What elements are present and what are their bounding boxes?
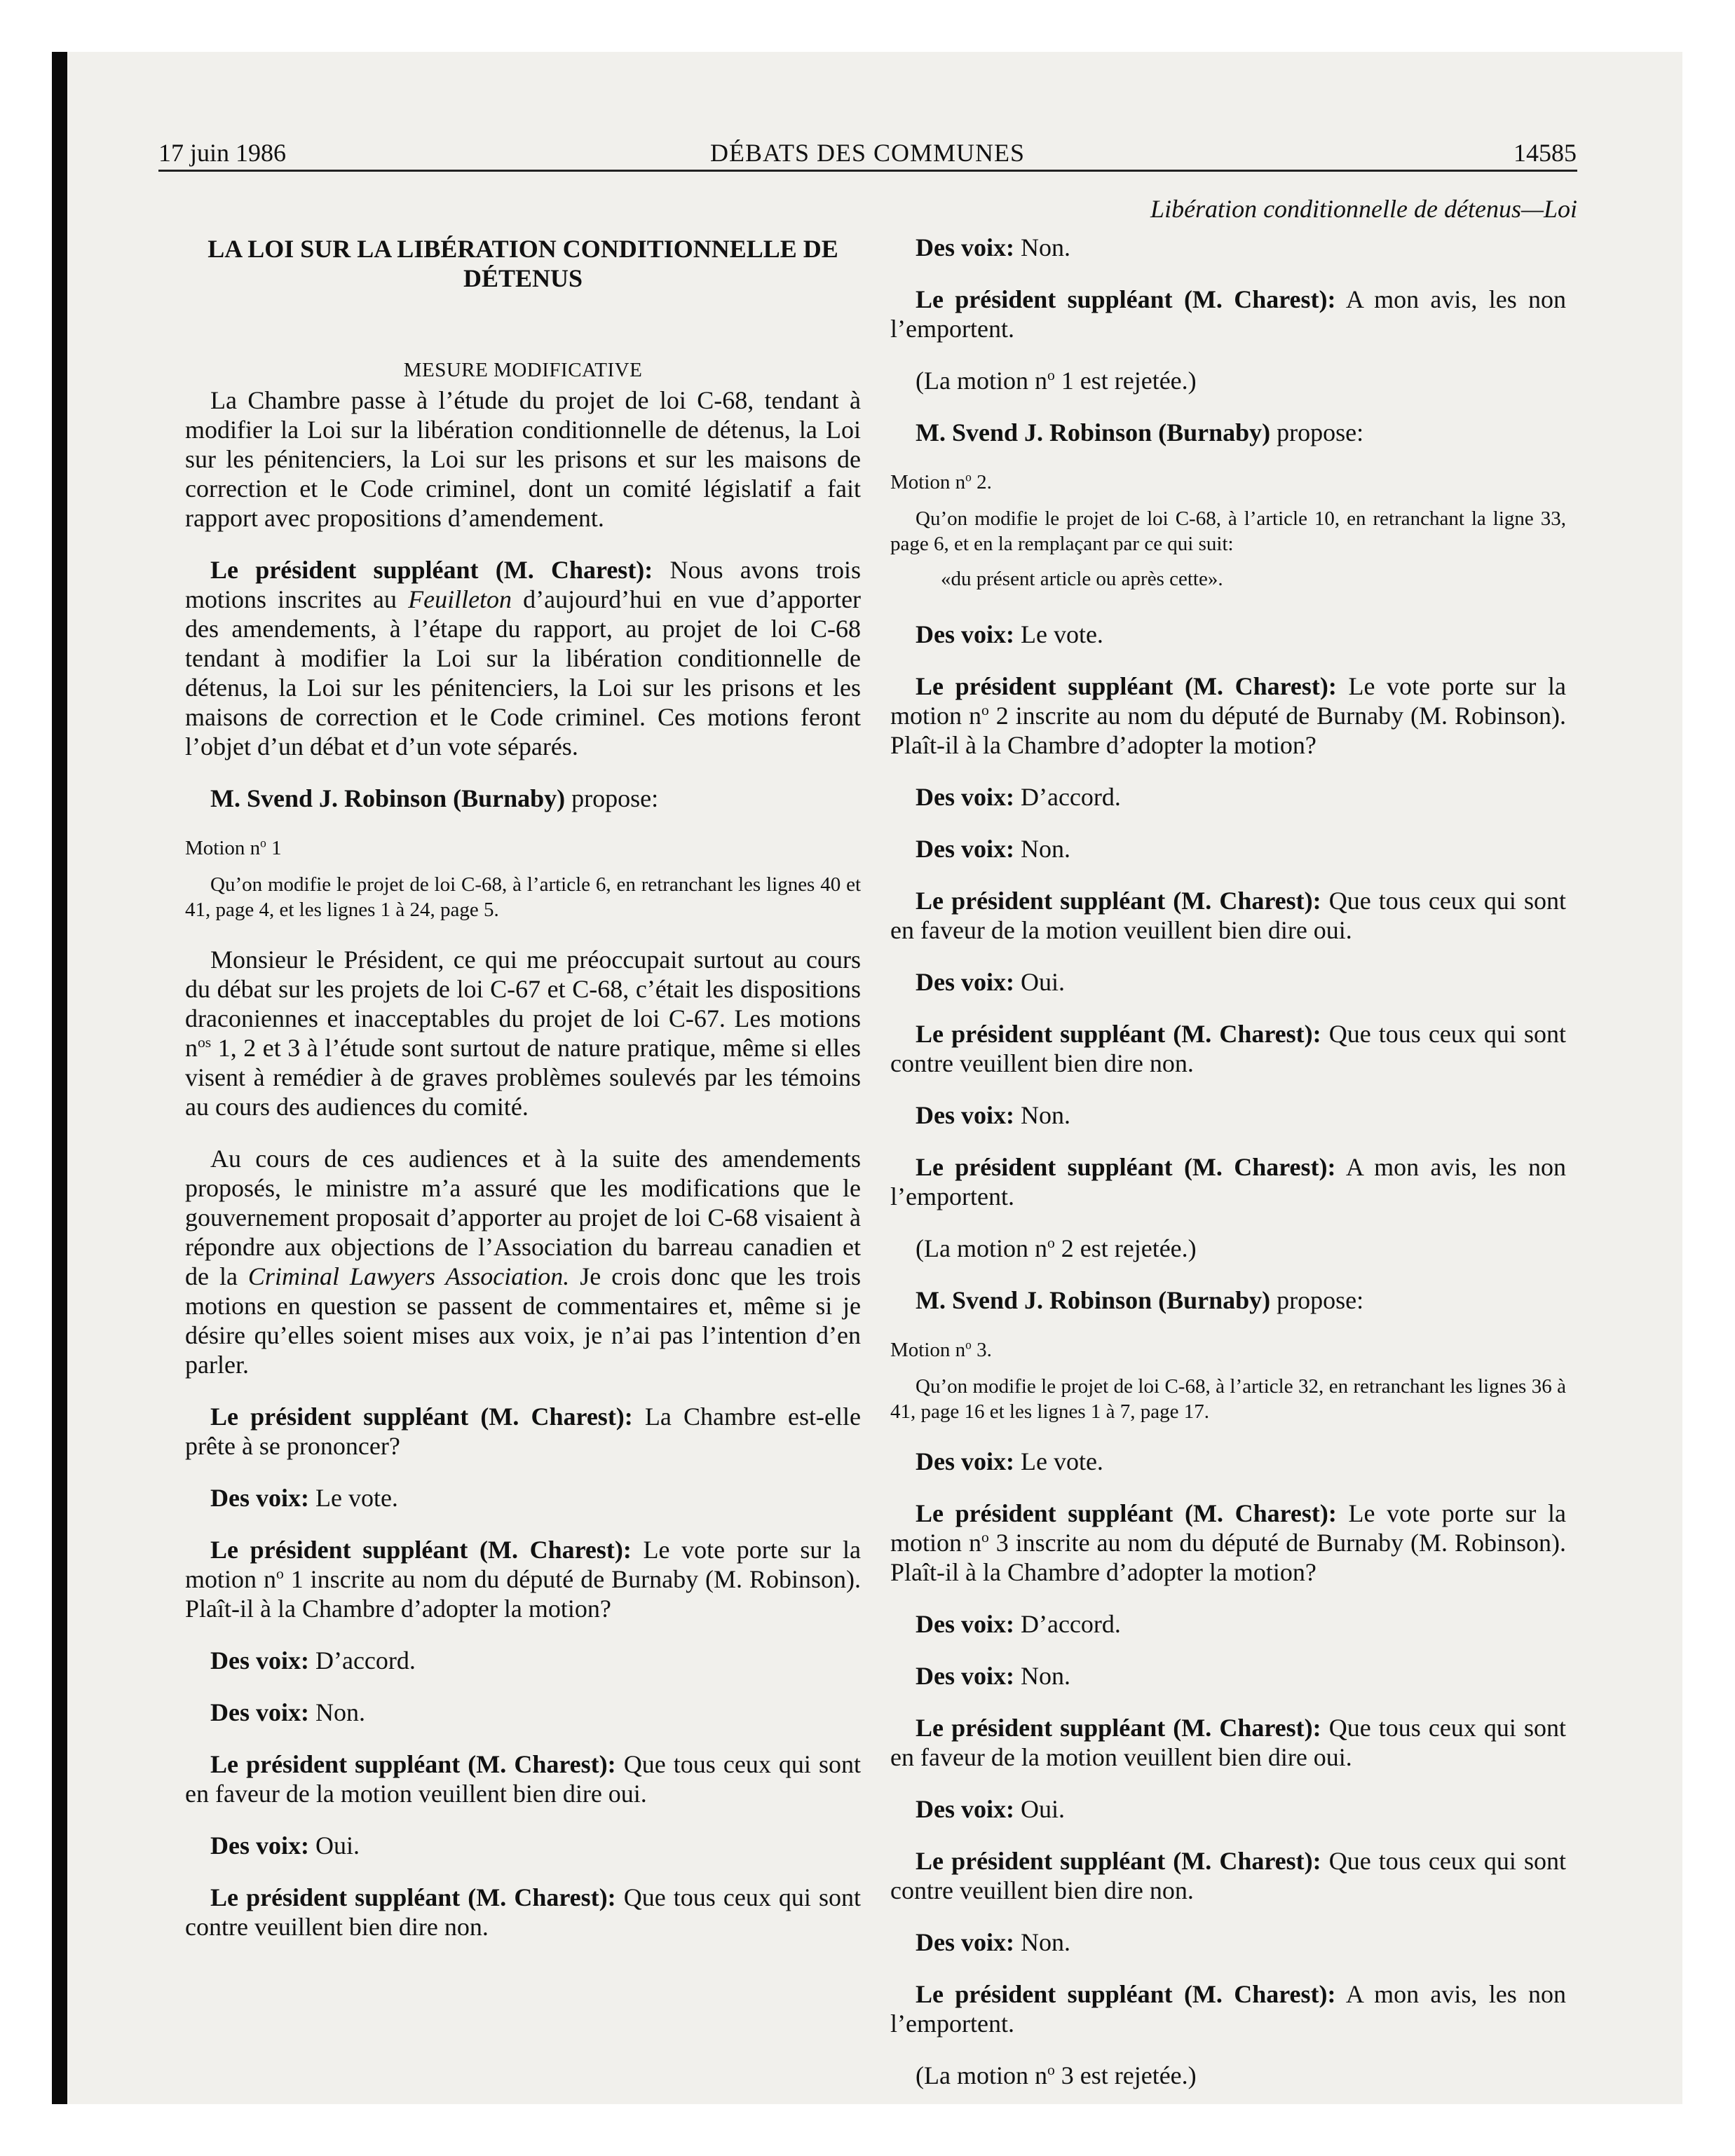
speaker-paragraph: Le président suppléant (M. Charest): Que tous ceux qui sont contre veuillent bien dire non. (185, 1883, 861, 1941)
header-page-number: 14585 (1513, 139, 1577, 167)
voices-line: Des voix: Non. (210, 1698, 365, 1726)
voices-line: Des voix: D’accord. (210, 1646, 416, 1674)
motion-result: (La motion $n^o$ 1 est rejetée.) (916, 367, 1197, 395)
header-date: 17 juin 1986 (158, 139, 287, 167)
speaker-paragraph (185, 555, 861, 761)
speech-text: d’aujourd’hui en vue d’apporter des amendements, à l’étape du rapport, au projet de loi C-68 tendant à modifier la Loi sur la libération conditionnelle de détenus, la Loi sur les pénitenciers, la Loi sur les prisons et les maisons de correction et le Code criminel. Ces motions feront l’objet d’un débat et d’un vote séparés. (185, 585, 862, 760)
voices-line: Des voix: Non. (916, 1928, 1070, 1956)
speaker-paragraph: Le président suppléant (M. Charest): Le vote porte sur la motion $n^o$ 1 inscrite au nom du député de Burnaby (M. Robinson). Plaît-il à la Chambre d’adopter la motion? (185, 1536, 861, 1623)
motion-result: (La motion $n^o$ 2 est rejetée.) (916, 1234, 1197, 1262)
speaker-paragraph: Le président suppléant (M. Charest): Que tous ceux qui sont en faveur de la motion veuillent bien dire oui. (890, 1714, 1566, 1771)
header-rule (158, 170, 1577, 172)
mover-line: M. Svend J. Robinson (Burnaby) propose: (916, 418, 1364, 446)
right-column (890, 233, 1566, 2090)
speaker-paragraph: Le président suppléant (M. Charest): A mon avis, les non l’emportent. (890, 1153, 1567, 1210)
voices-line: Des voix: Oui. (210, 1831, 360, 1860)
motion-text: Qu’on modifie le projet de loi C-68, à l’article 10, en retranchant la ligne 33, page 6, et en la remplaçant par ce qui suit: (890, 507, 1566, 555)
propose-text: propose: (571, 784, 659, 812)
voices-line: Des voix: D’accord. (916, 783, 1121, 811)
voices-line: Des voix: Non. (916, 1101, 1070, 1129)
motion-label: Motion $n^o$ 3. (890, 1337, 992, 1361)
mover-line: M. Svend J. Robinson (Burnaby) propose: (916, 1286, 1364, 1314)
speaker-paragraph: Le président suppléant (M. Charest): Que tous ceux qui sont en faveur de la motion veuillent bien dire oui. (185, 1750, 861, 1808)
mover-line (210, 784, 861, 813)
motion-label: Motion $n^o$ 2. (890, 470, 992, 493)
voices-line: Des voix: Non. (916, 1662, 1070, 1690)
voices-line: Des voix: Le vote. (916, 620, 1103, 648)
speaker-paragraph: Le président suppléant (M. Charest): La Chambre est-elle prête à se prononcer? (185, 1403, 862, 1460)
feuilleton-italic: Feuilleton (408, 585, 512, 613)
motion-result: (La motion $n^o$ 3 est rejetée.) (916, 2061, 1197, 2089)
voices-line: Des voix: Oui. (916, 1795, 1065, 1823)
section-title: LA LOI SUR LA LIBÉRATION CONDITIONNELLE DE DÉTENUS (207, 235, 838, 292)
voices-line: Des voix: Non. (916, 835, 1070, 863)
speaker-paragraph: Le président suppléant (M. Charest): Que tous ceux qui sont contre veuillent bien dire non. (890, 1847, 1566, 1904)
member-name: M. Svend J. Robinson (Burnaby) (210, 784, 566, 812)
voices-line: Des voix: Oui. (916, 968, 1065, 996)
header-title: DÉBATS DES COMMUNES (709, 139, 1026, 167)
speech-text: Nous avons trois motions inscrites au (185, 556, 862, 613)
left-column (185, 228, 861, 1942)
speaker-paragraph: Le président suppléant (M. Charest): Que tous ceux qui sont contre veuillent bien dire non. (890, 1020, 1566, 1077)
speaker-paragraph: Le président suppléant (M. Charest): Le vote porte sur la motion $n^o$ 3 inscrite au nom du député de Burnaby (M. Robinson). Plaît-il à la Chambre d’adopter la motion? (890, 1499, 1566, 1586)
speaker-paragraph: Le président suppléant (M. Charest): A mon avis, les non l’emportent. (890, 1980, 1567, 2038)
speech-paragraph: Monsieur le Président, ce qui me préoccupait surtout au cours du débat sur les projets de loi C-67 et C-68, c’était les dispositions draconiennes et inacceptables du projet de loi C-67. Les motions $n^{os}$ 1, 2 et 3 à l’étude sont surtout de nature pratique, même si elles visent à remédier à de graves problèmes soulevés par les témoins au cours des audiences du comité. (185, 946, 862, 1121)
intro-paragraph: La Chambre passe à l’étude du projet de loi C-68, tendant à modifier la Loi sur la libération conditionnelle de détenus, la Loi sur les pénitenciers, la Loi sur les prisons et sur les maisons de correction et le Code criminel, dont un comité législatif a fait rapport avec propositions d’amendement. (185, 386, 861, 532)
voices-line: Des voix: Non. (916, 233, 1070, 261)
speaker-paragraph: Le président suppléant (M. Charest): Que tous ceux qui sont en faveur de la motion veuillent bien dire oui. (890, 887, 1566, 944)
voices-line: Des voix: D’accord. (916, 1610, 1121, 1638)
running-head: Libération conditionnelle de détenus—Loi (1150, 195, 1577, 223)
speaker-name: Le président suppléant (M. Charest): (210, 556, 653, 584)
motion-text: Qu’on modifie le projet de loi C-68, à l’article 6, en retranchant les lignes 40 et 41, page 4, et les lignes 1 à 24, page 5. (185, 873, 861, 921)
speaker-paragraph: Le président suppléant (M. Charest): A mon avis, les non l’emportent. (890, 285, 1567, 343)
voices-line: Des voix: Le vote. (916, 1447, 1103, 1475)
section-subtitle: MESURE MODIFICATIVE (403, 359, 643, 381)
speaker-paragraph: Le président suppléant (M. Charest): Le vote porte sur la motion $n^o$ 2 inscrite au nom du député de Burnaby (M. Robinson). Plaît-il à la Chambre d’adopter la motion? (890, 672, 1566, 759)
speech-paragraph: Au cours de ces audiences et à la suite des amendements proposés, le ministre m’a assuré que les modifications que le gouvernement proposait d’apporter au projet de loi C-68 visaient à répondre aux objections de l’Association du barreau canadien et de la Criminal Lawyers Association. Je crois donc que les trois motions en question se passent de commentaires et, même si je désire qu’elles soient mises aux voix, je n’ai pas l’intention d’en parler. (185, 1145, 862, 1379)
voices-line: Des voix: Le vote. (210, 1484, 398, 1512)
motion-quote: «du présent article ou après cette». (941, 568, 1223, 590)
motion-text: Qu’on modifie le projet de loi C-68, à l’article 32, en retranchant les lignes 36 à 41, page 16 et les lignes 1 à 7, page 17. (890, 1375, 1566, 1423)
motion-label: Motion $n^o$ 1 (185, 835, 282, 859)
